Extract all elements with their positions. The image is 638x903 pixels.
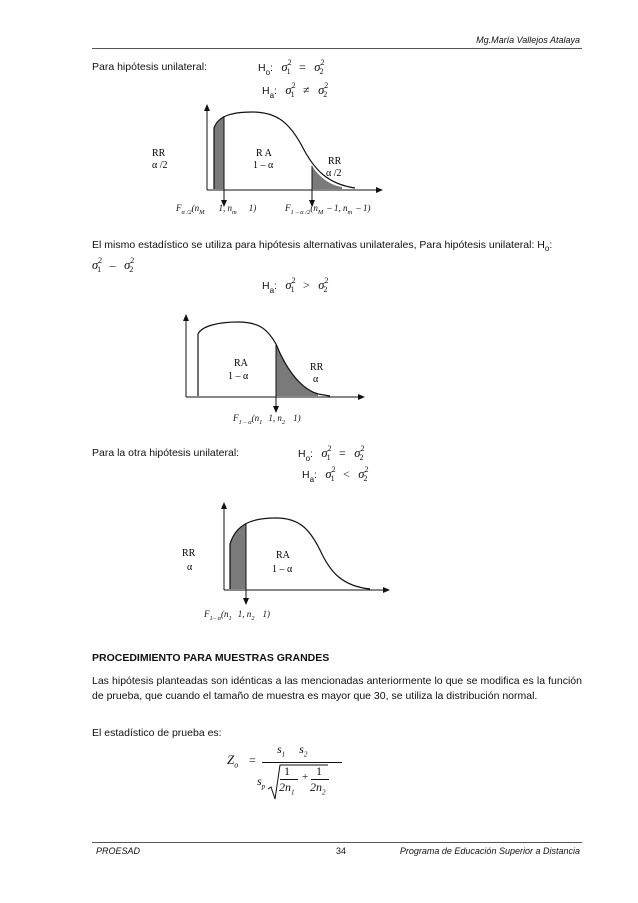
formula-z <box>227 752 238 770</box>
sp-letter: s <box>257 774 262 788</box>
sigma-2-sub: 2 <box>323 90 328 99</box>
section2-text <box>92 239 552 253</box>
frac1-num: 1 <box>284 764 290 778</box>
chart1-rr-left-label: RR <box>152 148 166 159</box>
num-s1-sub: 1 <box>281 750 286 759</box>
f-right-M: M <box>317 208 324 216</box>
chart2-f-label <box>233 413 301 426</box>
h0-colon: : <box>310 448 313 460</box>
chart2-y-arrow <box>183 314 189 321</box>
sigma-1-sub: 1 <box>290 285 295 294</box>
chart3-f-label <box>204 609 270 622</box>
chart1-ra-label: R A <box>256 148 272 159</box>
chart3-x-arrow <box>383 587 390 593</box>
ha-letter: H <box>302 469 310 481</box>
h0-colon: : <box>270 62 273 74</box>
chart1-rr-right-alpha: α /2 <box>326 168 342 179</box>
chart3-rr-alpha: α <box>187 562 193 573</box>
sigma-2-exp: 2 <box>130 256 135 265</box>
frac2-2n: 2n <box>310 780 322 794</box>
ha-notequal-sign: ≠ <box>303 83 310 97</box>
sigma-1-sub: 1 <box>326 453 331 462</box>
ha-sub: a <box>269 286 275 296</box>
chart1-right-f-label <box>285 203 370 216</box>
chart1-x-arrow <box>376 187 383 193</box>
sigma-1-exp: 2 <box>327 444 332 453</box>
sigma-2-exp: 2 <box>324 81 329 90</box>
f3-letter: F <box>204 609 210 619</box>
h0-equal-sign: = <box>339 446 346 460</box>
ha-colon: : <box>314 469 317 481</box>
sigma-2-sub: 2 <box>363 474 368 483</box>
sigma-2-sub: 2 <box>319 67 324 76</box>
footer-left: PROESAD <box>96 846 141 856</box>
chart2-x-arrow <box>358 394 365 400</box>
sigma-1-exp: 2 <box>287 58 292 67</box>
chart2-density-curve <box>198 322 330 396</box>
f2-n2: 2 <box>281 418 286 426</box>
sigma-1-exp: 2 <box>291 81 296 90</box>
f-right-args: (n <box>310 203 318 213</box>
h0-equation-2 <box>92 256 133 274</box>
f2-close: 1) <box>293 413 301 423</box>
section4-heading: PROCEDIMIENTO PARA MUESTRAS GRANDES <box>92 652 330 664</box>
sigma-2: σ <box>314 60 321 74</box>
sigma-1: σ <box>281 60 288 74</box>
chart1-y-arrow <box>204 104 210 111</box>
section2-h-sub: o <box>544 244 550 254</box>
chart3-left-tailed-diagram <box>170 500 400 610</box>
sigma-2-exp: 2 <box>324 276 329 285</box>
sigma-2-sub: 2 <box>323 285 328 294</box>
num-s1: s <box>277 742 282 756</box>
h0-equation-1 <box>258 58 323 77</box>
f2-rest: 1, n <box>268 413 282 423</box>
header-rule <box>92 48 582 49</box>
f2-n1: 1 <box>259 418 263 426</box>
sigma-1-sub: 1 <box>330 474 335 483</box>
chart2-ra-label: RA <box>234 358 248 369</box>
header-author: Mg.María Vallejos Atalaya <box>476 35 580 45</box>
frac2-den <box>310 780 326 796</box>
chart3-rr-label: RR <box>182 548 196 559</box>
h0-letter: H <box>258 62 266 74</box>
ha-letter: H <box>262 280 270 292</box>
f3-close: 1) <box>262 609 271 619</box>
f-right-rest: – 1, n <box>327 203 348 213</box>
z-formula <box>227 744 347 804</box>
f-left-args: (n <box>191 203 200 213</box>
sigma-1: σ <box>325 467 332 481</box>
chart3-ra-label: RA <box>276 550 290 561</box>
ha-equation-1 <box>258 81 327 100</box>
h0-sub: o <box>305 454 311 464</box>
section1-label: Para hipótesis unilateral: <box>92 61 207 73</box>
f3-sub: 1– α <box>209 614 222 622</box>
sigma-1-exp: 2 <box>98 256 103 265</box>
section4-paragraph: Las hipótesis planteadas son idénticas a las mencionadas anteriormente lo que se modifica es la función de prueba, que cuando el tamaño de muestra es mayor que 30, se utiliza la distribución normal. <box>92 675 582 702</box>
frac2-num: 1 <box>316 764 322 778</box>
chart1-rr-right-label: RR <box>328 156 342 167</box>
chart1-rr-left-alpha: α /2 <box>152 160 168 171</box>
f2-args: (n <box>251 413 260 423</box>
h0-equal-sign: = <box>299 60 306 74</box>
sigma-1-exp: 2 <box>291 276 296 285</box>
sigma-2-sub: 2 <box>359 453 364 462</box>
chart3-left-tail-shade <box>230 524 246 589</box>
ha-equation-2 <box>258 276 327 295</box>
chart2-right-tailed-diagram <box>180 312 380 427</box>
sp-sub: p <box>261 782 266 791</box>
ha-sub: a <box>269 91 275 101</box>
num-s2: s <box>299 742 304 756</box>
f2-sub: 1 – α <box>238 418 252 426</box>
chart2-rr-alpha: α <box>313 374 319 385</box>
f-left-m: m <box>232 208 237 216</box>
ha-equation-3 <box>298 465 367 484</box>
formula-plus: + <box>302 771 309 783</box>
chart3-arrowhead <box>243 598 249 605</box>
chart1-left-f-label <box>176 203 256 216</box>
sigma-2: σ <box>358 467 365 481</box>
formula-equal: = <box>249 753 256 767</box>
f2-letter: F <box>233 413 239 423</box>
f-right-close: – 1) <box>356 203 371 213</box>
section2-colon: : <box>549 239 553 251</box>
f-left-sub: α /2 <box>181 208 192 216</box>
frac1-2n: 2n <box>279 780 291 794</box>
ha-colon: : <box>274 280 277 292</box>
gt-sign: > <box>303 278 310 292</box>
sigma-1-exp: 2 <box>331 465 336 474</box>
minus-sign: – <box>109 258 116 272</box>
chart2-arrowhead <box>273 406 279 413</box>
sigma-2-exp: 2 <box>320 58 325 67</box>
f-right-m: m <box>347 208 353 216</box>
f3-rest: 1, n <box>237 609 252 619</box>
chart2-rr-label: RR <box>310 362 324 373</box>
formula-z-sub: o <box>234 760 239 770</box>
sigma-2: σ <box>124 258 131 272</box>
sigma-1-sub: 1 <box>290 90 295 99</box>
f-left-close: 1) <box>248 203 257 213</box>
f-left-rest: 1, n <box>218 203 233 213</box>
footer-page-number: 34 <box>336 846 347 856</box>
frac1-sub: 1 <box>291 788 295 797</box>
section2-sentence: El mismo estadístico se utiliza para hipótesis alternativas unilaterales, Para hipótesis unilateral: H <box>92 239 545 251</box>
ha-sub: a <box>309 475 315 485</box>
chart1-ra-value: 1 – α <box>253 160 274 171</box>
sigma-2-sub: 2 <box>129 265 134 274</box>
sigma-1-sub: 1 <box>286 67 291 76</box>
h0-letter: H <box>298 448 306 460</box>
f-left-letter: F <box>176 203 182 213</box>
sigma-1: σ <box>92 258 99 272</box>
sigma-2: σ <box>318 278 325 292</box>
sigma-2: σ <box>354 446 361 460</box>
ha-colon: : <box>274 85 277 97</box>
sigma-2-exp: 2 <box>364 465 369 474</box>
chart3-y-arrow <box>221 502 227 509</box>
footer-rule <box>92 842 582 843</box>
sigma-1: σ <box>285 278 292 292</box>
sigma-1: σ <box>321 446 328 460</box>
f-right-letter: F <box>285 203 291 213</box>
chart1-left-tail-shade <box>214 116 224 189</box>
frac2-sub: 2 <box>322 788 326 797</box>
h0-sub: o <box>265 68 271 78</box>
f-left-M: M <box>199 208 205 216</box>
formula-numerator <box>277 742 307 758</box>
frac1-den <box>279 780 295 796</box>
section3-label: Para la otra hipótesis unilateral: <box>92 447 240 459</box>
ha-letter: H <box>262 85 270 97</box>
f3-args: (n <box>221 609 229 619</box>
f-right-sub: 1 – α /2 <box>290 208 311 216</box>
f3-n1: 1 <box>228 614 232 622</box>
formula-sp <box>257 774 265 790</box>
sigma-2-exp: 2 <box>360 444 365 453</box>
footer-right: Programa de Educación Superior a Distancia <box>399 846 580 856</box>
sigma-1-sub: 1 <box>97 265 102 274</box>
chart2-ra-value: 1 – α <box>228 371 249 382</box>
f3-n2: 2 <box>251 614 255 622</box>
statistic-intro: El estadístico de prueba es: <box>92 727 222 739</box>
sigma-1: σ <box>285 83 292 97</box>
formula-z-letter: Z <box>227 752 235 767</box>
chart3-density-curve <box>230 518 370 589</box>
h0-equation-3 <box>298 444 363 463</box>
lt-sign: < <box>343 467 350 481</box>
sigma-2: σ <box>318 83 325 97</box>
chart3-ra-value: 1 – α <box>272 564 293 575</box>
num-s2-sub: 2 <box>303 750 308 759</box>
